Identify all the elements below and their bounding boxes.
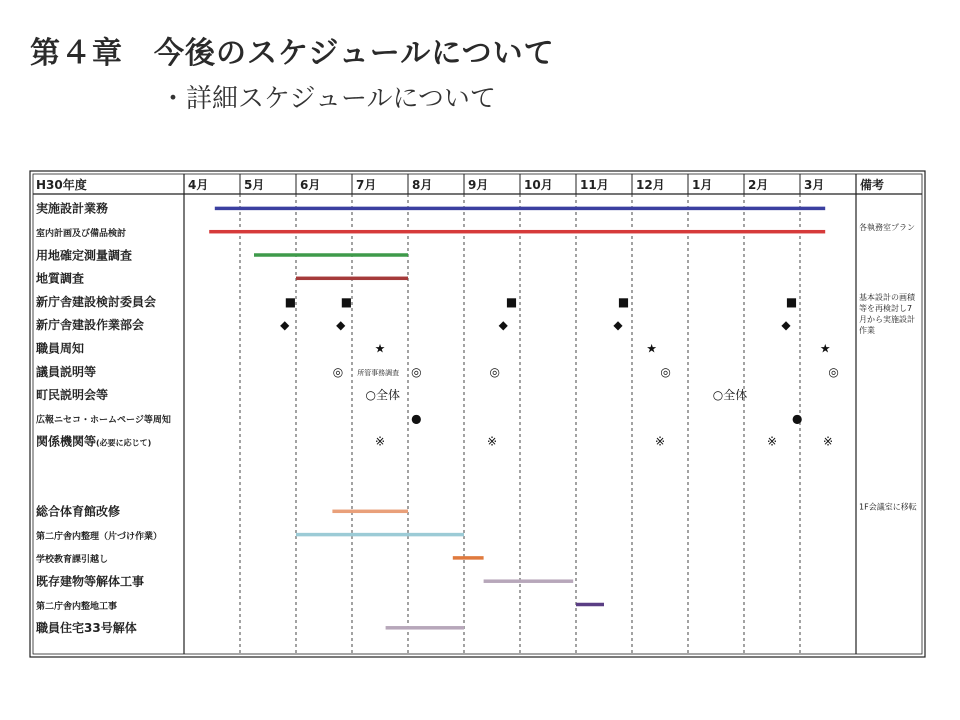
month-header: 8月 [412,178,433,192]
schedule-bar [296,533,464,537]
month-header: 3月 [804,178,825,192]
month-header: 2月 [748,178,769,192]
remark-text: 月から実施設計 [859,314,915,324]
notes-header: 備考 [860,178,885,192]
milestone-mark: ◆ [781,318,791,333]
task-label: 広報ニセコ・ホームページ等周知 [36,415,171,426]
milestone-mark: ※ [766,434,778,449]
month-header: 9月 [468,178,489,192]
year-header: H30年度 [36,178,87,192]
milestone-mark: ● [411,411,422,426]
task-label: 関係機関等(必要に応じて) [36,434,152,449]
milestone-mark: ○全体 [365,388,401,403]
schedule-bar [296,277,408,281]
task-label-suffix: (必要に応じて) [96,438,152,448]
task-label: 町民説明会等 [36,388,109,403]
milestone-mark: ● [791,411,803,426]
task-label: 用地確定測量調査 [36,248,133,263]
month-header: 11月 [580,178,609,192]
month-header: 4月 [188,178,209,192]
remark-text: 等を再検討し7 [859,303,913,313]
month-header: 10月 [524,178,553,192]
page-title: 第４章 今後のスケジュールについて [30,36,555,71]
milestone-mark: ★ [646,341,657,356]
task-label: 職員周知 [36,341,85,356]
table-inner-frame [33,174,922,654]
schedule-bar [453,556,484,560]
milestone-mark: ◎ [660,364,671,379]
task-label: 第二庁舎内整理（片づけ作業） [36,531,163,542]
task-label: 新庁舎建設検討委員会 [36,294,157,309]
task-label: 新庁舎建設作業部会 [36,318,145,333]
page-subtitle: ・詳細スケジュールについて [160,84,496,114]
milestone-mark: ◎ [489,364,501,379]
schedule-bar [209,230,825,234]
schedule-bar [332,510,408,514]
schedule-bar [576,603,604,607]
milestone-mark: ◎ [411,364,422,379]
milestone-mark: ★ [819,341,831,356]
task-label: 職員住宅33号解体 [36,621,137,636]
task-label: 総合体育館改修 [36,504,121,519]
schedule-bar [386,626,464,630]
milestone-mark: ◆ [336,318,346,333]
task-label: 第二庁舎内整地工事 [36,601,118,612]
milestone-mark: ■ [785,294,798,309]
month-header: 7月 [356,178,377,192]
task-label: 地質調査 [36,271,85,286]
month-header: 5月 [244,178,265,192]
task-label: 実施設計業務 [36,201,109,216]
remark-text: 基本設計の画積 [859,292,915,302]
milestone-mark: ◆ [280,318,290,333]
task-label: 学校教育課引越し [36,555,109,566]
task-label: 室内計画及び備品検討 [36,228,127,239]
milestone-mark: ■ [340,294,353,309]
schedule-bar [484,579,574,583]
month-header: 1月 [692,178,713,192]
month-header: 6月 [300,178,321,192]
remark-text: 1F会議室に移転 [859,502,917,512]
milestone-mark: ※ [654,434,666,449]
milestone-mark: ◆ [498,318,508,333]
milestone-mark: ◎ [332,364,344,379]
milestone-mark: ★ [374,341,386,356]
milestone-mark: ※ [374,434,386,449]
remark-text: 作業 [859,325,875,335]
schedule-bar [254,253,408,257]
milestone-mark: ○全体 [712,388,748,403]
task-label: 議員説明等 [36,364,97,379]
milestone-mark: ※ [486,434,498,449]
milestone-mark: ■ [505,294,518,309]
task-label: 既存建物等解体工事 [36,574,145,589]
milestone-mark: ◆ [613,318,623,333]
milestone-mark: ■ [617,294,630,309]
milestone-mark: ◎ [828,364,839,379]
milestone-mark: ※ [822,434,834,449]
month-header: 12月 [636,178,665,192]
milestone-note: 所管事務調査 [357,368,400,377]
remark-text: 各執務室プラン [859,222,915,232]
table-outer-frame [30,171,925,657]
schedule-bar [215,207,825,211]
milestone-mark: ■ [284,294,297,309]
